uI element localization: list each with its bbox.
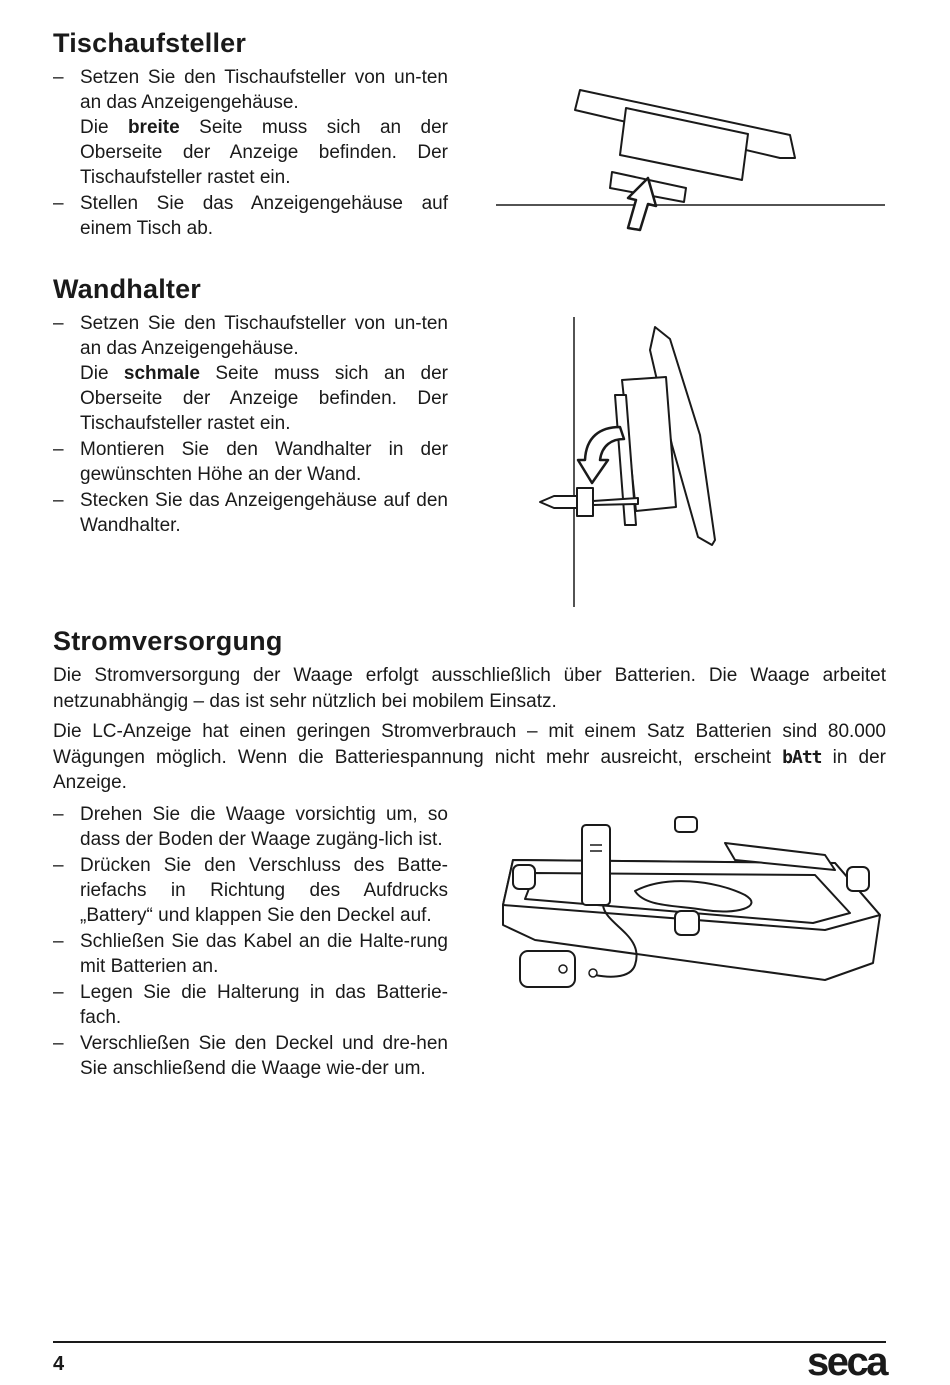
- list-item: – Drücken Sie den Verschluss des Batte-riefachs in Richtung des Aufdrucks „Battery“ und klappen Sie den Deckel auf.: [53, 855, 448, 926]
- list-item: – Montieren Sie den Wandhalter in der gewünschten Höhe an der Wand.: [53, 439, 448, 485]
- wandhalter-steps: [53, 311, 448, 539]
- page-number: 4: [53, 1353, 65, 1375]
- lcd-batt-indicator: bAtt: [782, 746, 822, 768]
- section-title-wandhalter: Wandhalter: [53, 274, 202, 304]
- list-item: – Schließen Sie das Kabel an die Halte-rung mit Batterien an.: [53, 931, 448, 977]
- battery-compartment-illustration: [495, 815, 885, 1000]
- stromversorgung-steps: [53, 802, 448, 1082]
- brand-logo: seca: [807, 1340, 886, 1384]
- paragraph-intro: Die Stromversorgung der Waage erfolgt ausschließlich über Batterien. Die Waage arbeitet netzunabhängig – das ist sehr nützlich bei mobilem Einsatz.: [53, 665, 886, 712]
- footer-rule: [53, 1341, 886, 1343]
- emphasis-schmale: schmale: [123, 363, 200, 384]
- section-title-stromversorgung: Stromversorgung: [53, 626, 283, 656]
- wall-mount-illustration: [530, 315, 730, 610]
- list-item: – Setzen Sie den Tischaufsteller von un-ten an das Anzeigengehäuse. Die breite Seite muss sich an der Oberseite der Anzeige befinden. Der Tischaufsteller rastet ein.: [53, 67, 448, 188]
- section-title-tischaufsteller: Tischaufsteller: [53, 28, 247, 58]
- tischaufsteller-steps: [53, 65, 448, 242]
- table-stand-illustration: [490, 80, 890, 240]
- list-item: – Legen Sie die Halterung in das Batterie-fach.: [53, 982, 448, 1028]
- list-item: – Drehen Sie die Waage vorsichtig um, so dass der Boden der Waage zugäng-lich ist.: [53, 804, 448, 850]
- paragraph-consumption: Die LC-Anzeige hat einen geringen Stromverbrauch – mit einem Satz Batterien sind 80.000 Wägungen möglich. Wenn die Batteriespannung nicht mehr ausreicht, erscheint bAtt in der Anzeige.: [53, 721, 886, 793]
- list-item: – Stecken Sie das Anzeigengehäuse auf den Wandhalter.: [53, 490, 448, 536]
- list-item: – Stellen Sie das Anzeigengehäuse auf einem Tisch ab.: [53, 193, 448, 239]
- emphasis-breite: breite: [127, 117, 180, 138]
- list-item: – Setzen Sie den Tischaufsteller von un-ten an das Anzeigengehäuse. Die schmale Seite muss sich an der Oberseite der Anzeige befinden. Der Tischaufsteller rastet ein.: [53, 313, 448, 434]
- list-item: – Verschließen Sie den Deckel und dre-hen Sie anschließend die Waage wie-der um.: [53, 1033, 448, 1079]
